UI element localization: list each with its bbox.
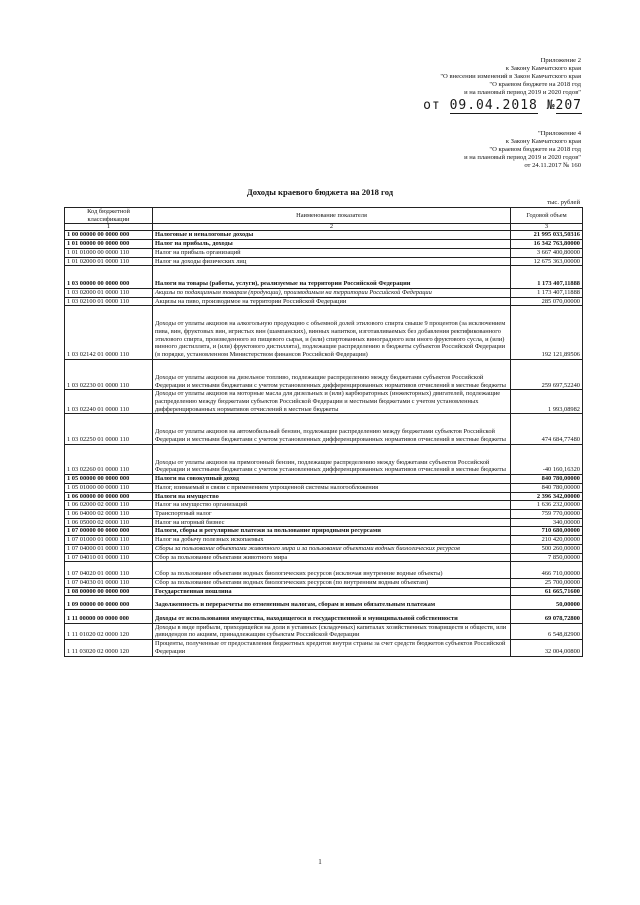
row-value: 259 697,52240 [511, 359, 583, 389]
row-code: 1 06 04000 02 0000 110 [65, 509, 153, 518]
table-row [65, 248, 583, 257]
row-code: 1 03 02000 01 0000 110 [65, 288, 153, 297]
header-line: и на плановый период 2019 и 2020 годов" [464, 88, 581, 96]
row-code: 1 07 04010 01 0000 110 [65, 553, 153, 562]
row-name: Сбор за пользование объектами животного мира [153, 553, 511, 562]
row-name: Доходы от использования имущества, находящегося в государственной и муниципальной собственности [153, 610, 511, 624]
row-code: 1 03 02142 01 0000 110 [65, 306, 153, 360]
row-code: 1 07 00000 00 0000 000 [65, 527, 153, 536]
row-name: Налоги, сборы и регулярные платежи за пользование природными ресурсами [153, 527, 511, 536]
row-value: 25 700,00000 [511, 578, 583, 587]
row-name: Сбор за пользование объектами водных биологических ресурсов (по внутренним водным объектам) [153, 578, 511, 587]
table-row [65, 492, 583, 501]
row-value: 340,00000 [511, 518, 583, 527]
table-row [65, 610, 583, 624]
row-name: Сбор за пользование объектами водных биологических ресурсов (исключая внутренние водные объекты) [153, 562, 511, 579]
row-value: 12 675 363,00000 [511, 257, 583, 266]
row-name: Государственная пошлина [153, 587, 511, 596]
row-name: Доходы от уплаты акцизов на моторные масла для дизельных и (или) карбюраторных (инжекторных) двигателей, подлежащие распределению между бюджетами субъектов Российской Федерации и местными бюджетами с учетом установленных дифференцированных нормативов отчислений в местные бюджеты [153, 390, 511, 414]
table-row [65, 306, 583, 360]
row-name: Проценты, полученные от предоставления бюджетных кредитов внутри страны за счет средств бюджетов субъектов Российской Федерации [153, 640, 511, 656]
row-value: 759 770,00000 [511, 509, 583, 518]
table-row [65, 266, 583, 289]
row-code: 1 01 02000 01 0000 110 [65, 257, 153, 266]
row-name: Налог на имущество организаций [153, 501, 511, 510]
table-row [65, 297, 583, 306]
number-sign: № [546, 98, 556, 113]
row-value: 32 004,00800 [511, 640, 583, 656]
index-col-2: 2 [153, 224, 511, 231]
page-title: Доходы краевого бюджета на 2018 год [246, 187, 394, 197]
row-value: 69 078,72800 [511, 610, 583, 624]
row-name: Акцизы на пиво, производимое на территории Российской Федерации [153, 297, 511, 306]
row-code: 1 01 00000 00 0000 000 [65, 240, 153, 249]
table-row [65, 596, 583, 610]
row-name: Доходы от уплаты акцизов на автомобильный бензин, подлежащие распределению между бюджетами субъектов Российской Федерации и местными бюджетами с учетом установленных дифференцированных нормативов отчислений в местные бюджеты [153, 414, 511, 444]
row-code: 1 03 02230 01 0000 110 [65, 359, 153, 389]
row-code: 1 11 01020 02 0000 120 [65, 623, 153, 639]
row-name: Акцизы по подакцизным товарам (продукции), производимым на территории Российской Федерации [153, 288, 511, 297]
date-prefix: от [423, 98, 441, 113]
header-line: "Приложение 4 [537, 130, 581, 137]
row-value: 16 342 763,80000 [511, 240, 583, 249]
row-value: 1 636 232,00000 [511, 501, 583, 510]
table-row [65, 501, 583, 510]
row-value: 474 684,77480 [511, 414, 583, 444]
header-line: к Закону Камчатского края [505, 137, 581, 145]
adoption-date: 09.04.2018 [449, 98, 538, 113]
row-value: 500 260,00000 [511, 544, 583, 553]
header-line: "О краевом бюджете на 2018 год [489, 145, 581, 153]
row-code: 1 08 00000 00 0000 000 [65, 587, 153, 596]
row-name: Налог на прибыль, доходы [153, 240, 511, 249]
row-code: 1 09 00000 00 0000 000 [65, 596, 153, 610]
row-name: Налог на прибыль организаций [153, 248, 511, 257]
row-code: 1 03 02250 01 0000 110 [65, 414, 153, 444]
row-code: 1 05 00000 00 0000 000 [65, 475, 153, 484]
table-index-row [65, 224, 583, 231]
row-code: 1 03 02100 01 0000 110 [65, 297, 153, 306]
row-value: 61 665,71600 [511, 587, 583, 596]
header-code: Код бюджетной классификации [65, 208, 153, 224]
row-name: Налог на доходы физических лиц [153, 257, 511, 266]
annex-2-header [440, 57, 581, 97]
row-code: 1 07 01000 01 0000 110 [65, 536, 153, 545]
table-row [65, 231, 583, 240]
row-name: Доходы от уплаты акцизов на прямогонный бензин, подлежащие распределению между бюджетами субъектов Российской Федерации и местными бюджетами с учетом установленных дифференцированных нормативов отчислений в местные бюджеты [153, 444, 511, 474]
row-code: 1 11 00000 00 0000 000 [65, 610, 153, 624]
row-name: Налоги на имущество [153, 492, 511, 501]
row-code: 1 00 00000 00 0000 000 [65, 231, 153, 240]
table-row [65, 536, 583, 545]
table-row [65, 414, 583, 444]
index-col-1: 1 [65, 224, 153, 231]
row-name: Налог, взимаемый в связи с применением упрощенной системы налогообложения [153, 483, 511, 492]
row-code: 1 07 04030 01 0000 110 [65, 578, 153, 587]
row-code: 1 06 05000 02 0000 110 [65, 518, 153, 527]
row-name: Задолженность и перерасчеты по отмененным налогам, сборам и иным обязательным платежам [153, 596, 511, 610]
row-name: Доходы от уплаты акцизов на алкогольную продукцию с объемной долей этилового спирта свыше 9 процентов (за исключением пива, вин, фруктовых вин, игристых вин (шампанских), винных напитков, изготавливаемых без добавления ректификованного этилового спирта, произведенного из пищевого сырья, и (или) спиртованных виноградного или иного фруктового сусла, и (или) винного дистиллята, и (или) фруктового дистиллята), подлежащие распределению в бюджеты субъектов Российской Федерации (в порядке, установленном Министерством финансов Российской Федерации) [153, 306, 511, 360]
table-row [65, 578, 583, 587]
page-number: 1 [318, 858, 322, 866]
table-row [65, 640, 583, 656]
row-code: 1 03 02260 01 0000 110 [65, 444, 153, 474]
row-value: 7 850,00000 [511, 553, 583, 562]
row-value: 710 680,00000 [511, 527, 583, 536]
row-value: 3 667 400,80000 [511, 248, 583, 257]
table-row [65, 288, 583, 297]
row-code: 1 01 01000 00 0000 110 [65, 248, 153, 257]
revenue-table [64, 207, 583, 657]
row-code: 1 07 04020 01 0000 110 [65, 562, 153, 579]
row-value: 1 993,08982 [511, 390, 583, 414]
row-code: 1 11 03020 02 0000 120 [65, 640, 153, 656]
table-row [65, 623, 583, 639]
table-header-row [65, 208, 583, 224]
row-code: 1 06 02000 02 0000 110 [65, 501, 153, 510]
header-line: "О краевом бюджете на 2018 год [489, 80, 581, 88]
row-name: Налог на добычу полезных ископаемых [153, 536, 511, 545]
table-row [65, 518, 583, 527]
row-code: 1 03 02240 01 0000 110 [65, 390, 153, 414]
law-number: 207 [555, 98, 582, 113]
row-value: 21 995 033,50316 [511, 231, 583, 240]
header-line: Приложение 2 [540, 57, 581, 64]
row-value: 210 420,00000 [511, 536, 583, 545]
table-row [65, 509, 583, 518]
row-value: 285 070,00000 [511, 297, 583, 306]
row-value: 466 710,00000 [511, 562, 583, 579]
row-code: 1 06 00000 00 0000 000 [65, 492, 153, 501]
table-row [65, 444, 583, 474]
table-row [65, 553, 583, 562]
adoption-date-stamp [423, 98, 582, 114]
header-value: Годовой объем [511, 208, 583, 224]
table-row [65, 257, 583, 266]
table-row [65, 475, 583, 484]
row-value: 840 780,00000 [511, 483, 583, 492]
row-value: -40 160,16320 [511, 444, 583, 474]
row-name: Налоги на совокупный доход [153, 475, 511, 484]
row-value: 50,00000 [511, 596, 583, 610]
row-name: Доходы от уплаты акцизов на дизельное топливо, подлежащие распределению между бюджетами субъектов Российской Федерации и местными бюджетами с учетом установленных дифференцированных нормативов отчислений в местные бюджеты [153, 359, 511, 389]
table-row [65, 359, 583, 389]
table-row [65, 527, 583, 536]
row-value: 1 173 407,11888 [511, 266, 583, 289]
annex-4-header [464, 130, 581, 170]
header-line: от 24.11.2017 № 160 [524, 161, 581, 169]
table-row [65, 587, 583, 596]
row-value: 2 396 342,00000 [511, 492, 583, 501]
table-row [65, 544, 583, 553]
header-name: Наименование показателя [153, 208, 511, 224]
header-line: и на плановый период 2019 и 2020 годов" [464, 153, 581, 161]
row-value: 6 548,82900 [511, 623, 583, 639]
row-value: 840 780,00000 [511, 475, 583, 484]
table-row [65, 562, 583, 579]
row-name: Сборы за пользование объектами животного мира и за пользование объектами водных биологических ресурсов [153, 544, 511, 553]
table-row [65, 240, 583, 249]
table-row [65, 390, 583, 414]
table-row [65, 483, 583, 492]
row-name: Транспортный налог [153, 509, 511, 518]
row-name: Налог на игорный бизнес [153, 518, 511, 527]
index-col-3: 3 [511, 224, 583, 231]
header-line: к Закону Камчатского края [505, 64, 581, 72]
table-body [65, 231, 583, 656]
unit-label: тыс. рублей [547, 199, 580, 206]
row-code: 1 07 04000 01 0000 110 [65, 544, 153, 553]
row-value: 192 121,89506 [511, 306, 583, 360]
header-line: "О внесении изменений в Закон Камчатского края [440, 72, 581, 80]
row-code: 1 03 00000 00 0000 000 [65, 266, 153, 289]
row-code: 1 05 01000 00 0000 110 [65, 483, 153, 492]
row-name: Налоги на товары (работы, услуги), реализуемые на территории Российской Федерации [153, 266, 511, 289]
row-name: Налоговые и неналоговые доходы [153, 231, 511, 240]
row-name: Доходы в виде прибыли, приходящейся на доли в уставных (складочных) капиталах хозяйственных товариществ и обществ, или дивидендов по акциям, принадлежащим субъектам Российской Федерации [153, 623, 511, 639]
row-value: 1 173 407,11888 [511, 288, 583, 297]
